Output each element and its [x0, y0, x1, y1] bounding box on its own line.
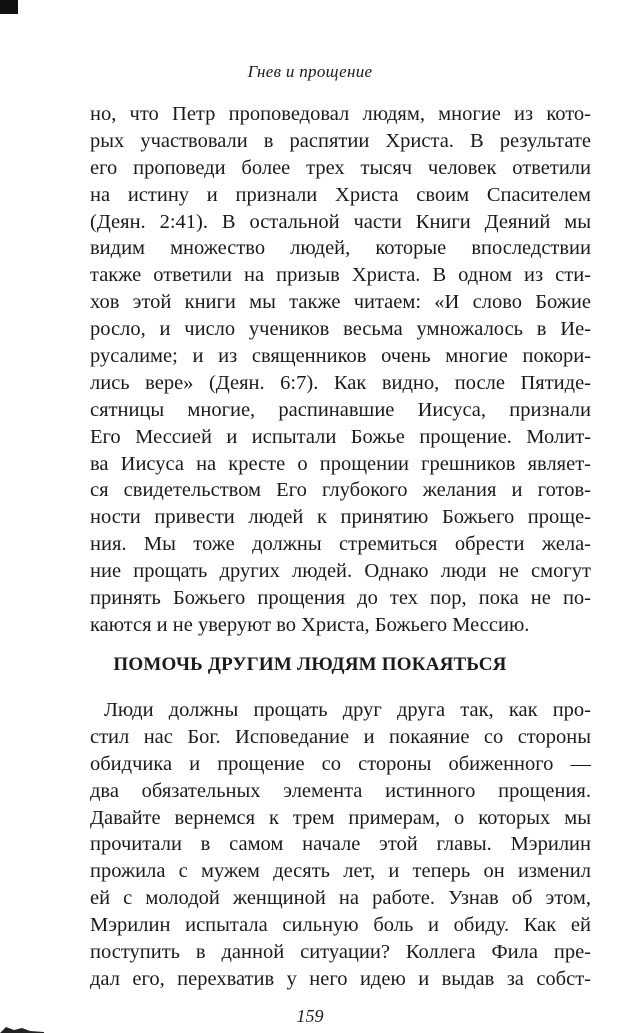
text-line: ей с молодой женщиной на работе. Узнав об этом,	[90, 887, 591, 910]
text-line: Люди должны прощать друг друга так, как про-	[104, 699, 591, 721]
text-line: Его Мессией и испытали Божье прощение. Молит-	[90, 425, 591, 448]
text-line: но, что Петр проповедовал людям, многие из кото-	[90, 103, 591, 125]
section-heading: ПОМОЧЬ ДРУГИМ ЛЮДЯМ ПОКАЯТЬСЯ	[113, 654, 507, 675]
text-line: (Деян. 2:41). В остальной части Книги Деяний мы	[90, 210, 591, 233]
text-line: поступить в данной ситуации? Коллега Фила пре-	[90, 941, 591, 964]
text-line: рых участвовали в распятии Христа. В результате	[90, 129, 591, 152]
text-line: сятницы многие, распинавшие Иисуса, признали	[90, 398, 591, 421]
text-line: его проповеди более трех тысяч человек ответили	[90, 156, 591, 179]
text-line: лись вере» (Деян. 6:7). Как видно, после Пятиде-	[90, 371, 591, 394]
text-line: ности привести людей к принятию Божьего проще-	[90, 506, 591, 529]
scan-artifact	[0, 1025, 44, 1033]
text-line: ния. Мы тоже должны стремиться обрести жела-	[90, 533, 591, 556]
text-line: также ответили на призыв Христа. В одном из сти-	[90, 264, 591, 287]
text-line: Мэрилин испытала сильную боль и обиду. Как ей	[90, 914, 591, 937]
scan-edge-mark	[0, 0, 18, 14]
text-line: каются и не уверуют во Христа, Божьего Мессию.	[90, 613, 530, 636]
text-line: росло, и число учеников весьма умножалось в Ие-	[90, 318, 591, 341]
body-paragraph-1	[90, 101, 591, 639]
text-line: дал его, перехватив у него идею и выдав за собст-	[90, 967, 591, 990]
text-line: ние прощать других людей. Однако люди не смогут	[90, 560, 591, 583]
text-line: стил нас Бог. Исповедание и покаяние со стороны	[90, 725, 591, 748]
text-line: Давайте вернемся к трем примерам, о которых мы	[90, 806, 591, 829]
text-line: видим множество людей, которые впоследствии	[90, 237, 591, 260]
running-header: Гнев и прощение	[247, 62, 373, 81]
page-number: 159	[296, 1006, 324, 1026]
body-paragraph-2	[90, 697, 591, 993]
text-line: два обязательных элемента истинного прощения.	[90, 779, 591, 802]
text-line: русалиме; и из священников очень многие покори-	[90, 345, 591, 368]
text-line: хов этой книги мы также читаем: «И слово Божие	[90, 291, 591, 314]
text-line: ся свидетельством Его глубокого желания и готов-	[90, 479, 591, 502]
text-line: ва Иисуса на кресте о прощении грешников являет-	[90, 452, 591, 475]
text-line: прожила с мужем десять лет, и теперь он изменил	[90, 860, 591, 883]
text-line: принять Божьего прощения до тех пор, пока не по-	[90, 587, 591, 610]
text-line: прочитали в самом начале этой главы. Мэрилин	[90, 833, 591, 856]
text-line: обидчика и прощение со стороны обиженного —	[90, 752, 591, 775]
text-line: на истину и признали Христа своим Спасителем	[90, 183, 591, 206]
